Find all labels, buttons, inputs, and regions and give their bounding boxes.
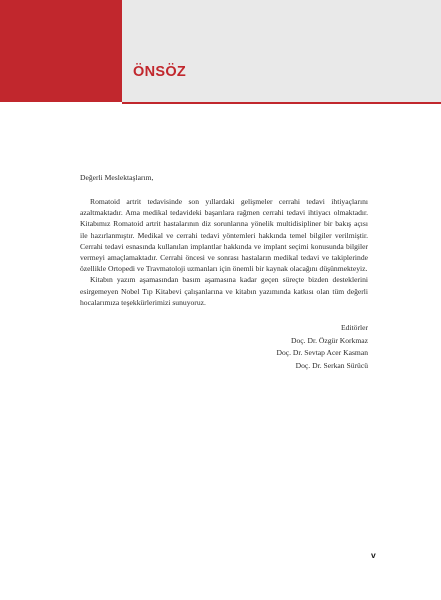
- paragraph: Kitabın yazım aşamasından basım aşamasına kadar geçen süreçte bizden desteklerini esirgemeyen Nobel Tıp Kitabevi çalışanlarına ve kitabın yazımında katkısı olan tüm değerli hocalarımıza teşekkürlerimizi sunuyoruz.: [80, 275, 368, 307]
- paragraph: Romatoid artrit tedavisinde son yıllardaki gelişmeler cerrahi tedavi ihtiyaçlarını azaltmaktadır. Ama medikal tedavideki başarılara rağmen cerrahi tedavi ihtiyacı olmaktadır. Kitabımız Romatoid artrit hastalarının diz sorunlarına yönelik multidisipliner bir bakış açısı ile hazırlanmıştır. Medikal ve cerrahi tedavi yöntemleri hakkında temel bilgiler verilmiştir. Cerrahi tedavi esnasında kullanılan implantlar hakkında ve implant seçimi konusunda bilgiler vermeyi amaçlamaktadır. Cerrahi öncesi ve sonrası hastaların medikal tedavi ve takiplerinde özellikle Ortopedi ve Travmatoloji uzmanları için önemli bir kaynak olacağını düşünmekteyiz.: [80, 197, 368, 274]
- letter-body: [80, 196, 368, 308]
- signature-block: [276, 322, 368, 372]
- page-number: v: [371, 550, 376, 560]
- signature-heading: Editörler: [341, 323, 368, 332]
- editor-name: Doç. Dr. Serkan Sürücü: [295, 360, 368, 370]
- page-title: ÖNSÖZ: [133, 64, 187, 80]
- salutation: Değerli Meslektaşlarım,: [80, 173, 154, 182]
- header-divider: [122, 102, 441, 104]
- header-red-block: [0, 0, 122, 102]
- editor-name: Doç. Dr. Sevtap Acer Kasman: [276, 348, 368, 358]
- editor-name: Doç. Dr. Özgür Korkmaz: [291, 335, 368, 345]
